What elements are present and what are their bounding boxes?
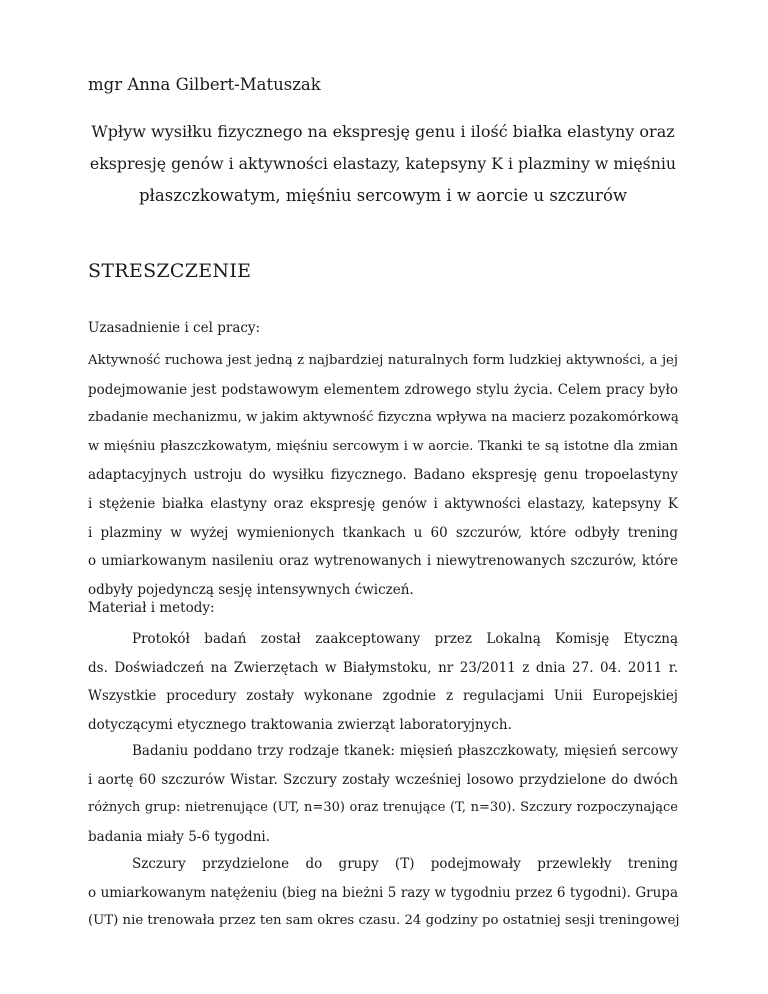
- paragraph-line: o umiarkowanym nasileniu oraz wytrenowanych i niewytrenowanych szczurów, które: [88, 553, 678, 570]
- subheading-rationale: Uzasadnienie i cel pracy:: [88, 320, 261, 336]
- author-name: mgr Anna Gilbert-Matuszak: [88, 75, 321, 94]
- paragraph-line: odbyły pojedynczą sesję intensywnych ćwiczeń.: [88, 581, 414, 598]
- paragraph-line: zbadanie mechanizmu, w jakim aktywność fizyczna wpływa na macierz pozakomórkową: [88, 410, 679, 426]
- paragraph-line: podejmowanie jest podstawowym elementem zdrowego stylu życia. Celem pracy było: [88, 381, 678, 398]
- paragraph-protocol: [88, 625, 678, 739]
- paragraph-line: ds. Doświadczeń na Zwierzętach w Białymstoku, nr 23/2011 z dnia 27. 04. 2011 r.: [88, 659, 678, 676]
- paragraph-line: Szczury przydzielone do grupy (T) podejmowały przewlekły trening: [132, 856, 678, 872]
- paragraph-line: adaptacyjnych ustroju do wysiłku fizycznego. Badano ekspresję genu tropoelastyny: [88, 467, 678, 484]
- paragraph-training: [88, 850, 678, 936]
- paragraph-line: różnych grup: nietrenujące (UT, n=30) oraz trenujące (T, n=30). Szczury rozpoczynające: [88, 800, 678, 816]
- paragraph-line: dotyczącymi etycznego traktowania zwierząt laboratoryjnych.: [88, 716, 512, 733]
- document-title: [88, 116, 678, 212]
- section-heading: STRESZCZENIE: [88, 260, 252, 282]
- paragraph-line: i plazminy w wyżej wymienionych tkankach u 60 szczurów, które odbyły trening: [88, 524, 678, 541]
- paragraph-line: i stężenie białka elastyny oraz ekspresję genów i aktywności elastazy, katepsyny K: [88, 495, 678, 512]
- title-line: Wpływ wysiłku fizycznego na ekspresję genu i ilość białka elastyny oraz: [91, 122, 675, 141]
- paragraph-line: badania miały 5-6 tygodni.: [88, 828, 270, 845]
- title-line: płaszczkowatym, mięśniu sercowym i w aorcie u szczurów: [139, 186, 627, 205]
- paragraph-line: Protokół badań został zaakceptowany przez Lokalną Komisję Etyczną: [132, 631, 678, 647]
- paragraph-line: o umiarkowanym natężeniu (bieg na bieżni 5 razy w tygodniu przez 6 tygodni). Grupa: [88, 884, 678, 901]
- paragraph-line: Wszystkie procedury zostały wykonane zgodnie z regulacjami Unii Europejskiej: [88, 688, 678, 705]
- paragraph-line: (UT) nie trenowała przez ten sam okres czasu. 24 godziny po ostatniej sesji treningowej: [88, 913, 680, 929]
- title-line: ekspresję genów i aktywności elastazy, katepsyny K i plazminy w mięśniu: [89, 154, 677, 173]
- subheading-methods: Materiał i metody:: [88, 600, 215, 616]
- paragraph-line: w mięśniu płaszczkowatym, mięśniu sercowym i w aorcie. Tkanki te są istotne dla zmian: [88, 438, 678, 454]
- paragraph-line: Aktywność ruchowa jest jedną z najbardziej naturalnych form ludzkiej aktywności, a jej: [88, 353, 678, 368]
- paragraph-line: Badaniu poddano trzy rodzaje tkanek: mięsień płaszczkowaty, mięsień sercowy: [132, 743, 678, 759]
- paragraph-line: i aortę 60 szczurów Wistar. Szczury zostały wcześniej losowo przydzielone do dwóch: [88, 771, 678, 788]
- paragraph-tissues: [88, 737, 678, 851]
- paragraph-rationale: [88, 347, 678, 604]
